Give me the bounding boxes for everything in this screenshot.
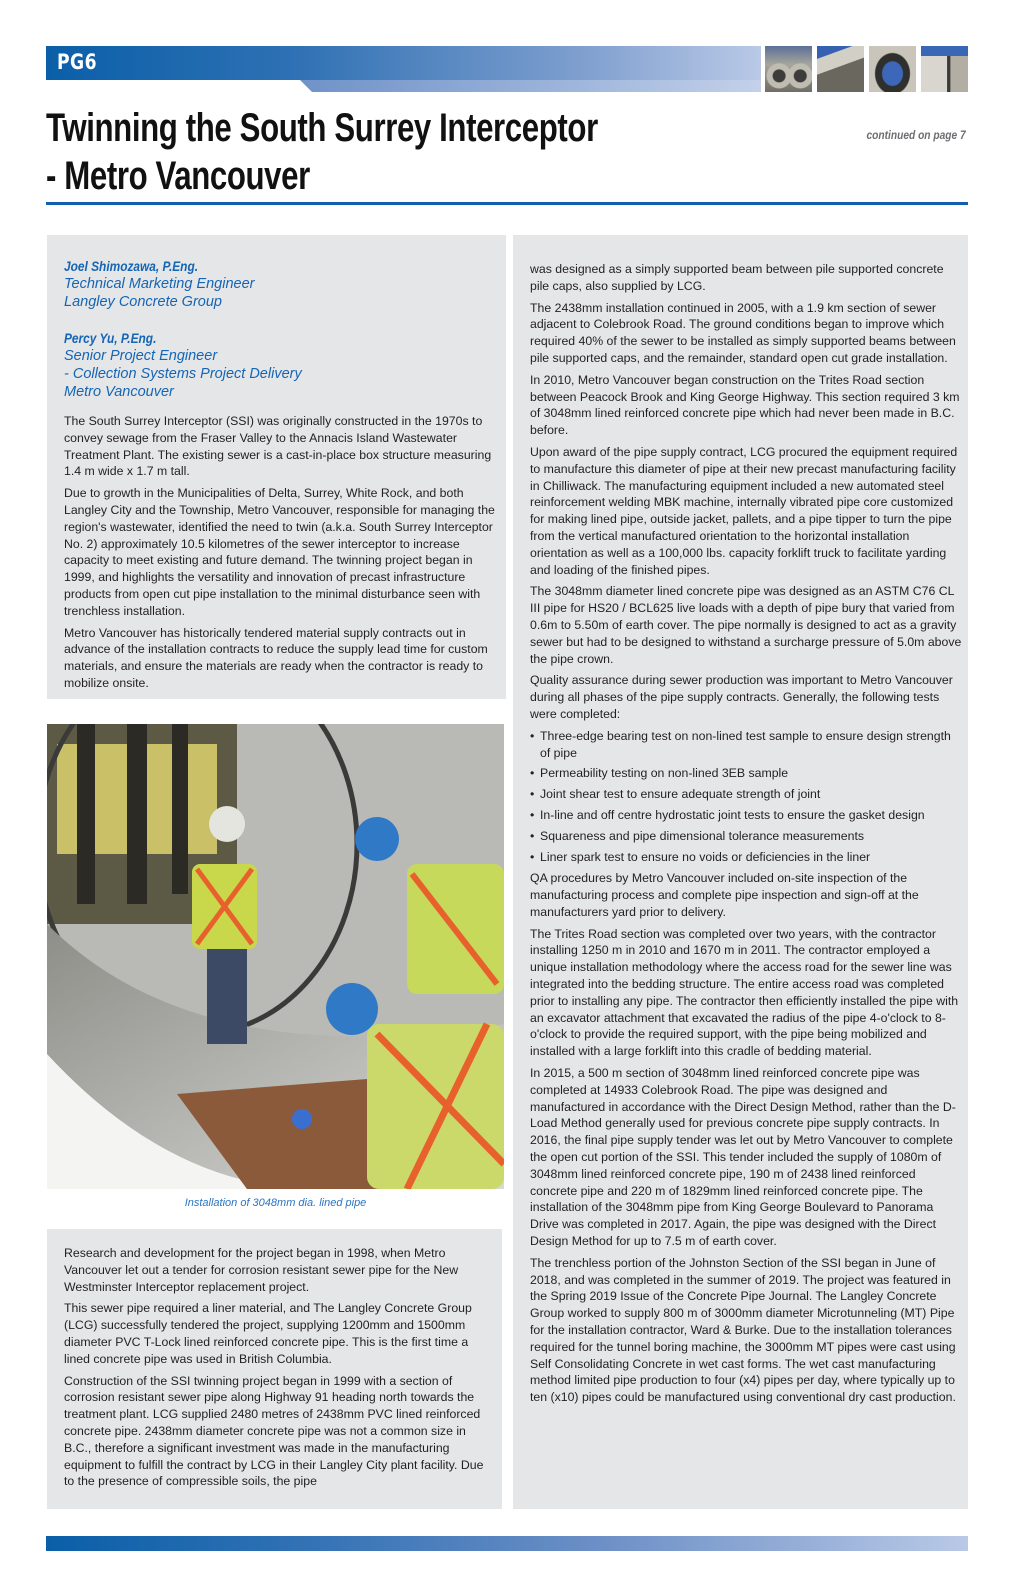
list-item bbox=[530, 807, 962, 824]
bullet-icon: • bbox=[530, 807, 535, 822]
page-number-label: PG6 bbox=[57, 50, 97, 74]
author-block bbox=[64, 257, 496, 311]
paragraph: was designed as a simply supported beam between pile supported concrete pile caps, also supplied by LCG. bbox=[530, 262, 944, 293]
author-name: Percy Yu, P.Eng. bbox=[64, 330, 157, 346]
pipe-stack-image bbox=[765, 46, 812, 92]
header-band-step bbox=[300, 80, 761, 92]
author-name: Joel Shimozawa, P.Eng. bbox=[64, 258, 199, 274]
paragraph: In 2015, a 500 m section of 3048mm lined reinforced concrete pipe was completed at 14933 Colebrook Road. The pipe was designed and manufactured in accordance with the Direct Design Method, rather than the D-Load Method generally used for previous concrete pipe supply contracts. In 2016, the final pipe supply tender was let out by Metro Vancouver to complete the open cut portion of the SSI. This tender included the supply of 1080m of 3048mm lined reinforced concrete pipe, 190 m of 2438 lined reinforced concrete pipe and 220 m of 1829mm lined reinforced concrete pipe. The installation of the 3048mm pipe from King George Boulevard to Panorama Drive was completed in 2017. Again, the pipe was designed with the Direct Design Method for up to 7.5 m of earth cover. bbox=[530, 1066, 956, 1249]
author-organization: Metro Vancouver bbox=[64, 384, 174, 400]
paragraph: Metro Vancouver has historically tendered material supply contracts out in advance of the installation contracts to reduce the supply lead time for custom materials, and ensure the materials are ready when the contractor is ready to mobilize onsite. bbox=[64, 625, 488, 690]
footer-band bbox=[46, 1536, 968, 1551]
box-culvert-image bbox=[817, 46, 864, 92]
continued-note: continued on page 7 bbox=[866, 128, 966, 142]
pipe-end-image bbox=[869, 46, 916, 92]
author-title: Senior Project Engineer bbox=[64, 348, 218, 364]
paragraph: QA procedures by Metro Vancouver included on-site inspection of the manufacturing process and complete pipe inspection and sign-off at the manufacturers yard prior to delivery. bbox=[530, 871, 919, 919]
qa-tests-list bbox=[530, 728, 962, 866]
header-band bbox=[46, 46, 761, 80]
article-title-line-1: Twinning the South Surrey Interceptor bbox=[46, 106, 598, 150]
header-thumbnails bbox=[765, 46, 968, 92]
article-title bbox=[46, 104, 717, 200]
author-title: Technical Marketing Engineer bbox=[64, 276, 255, 292]
paragraph: Quality assurance during sewer production was important to Metro Vancouver during all phases of the pipe supply contracts. Generally, the following tests were completed: bbox=[530, 673, 953, 721]
author-organization: Langley Concrete Group bbox=[64, 294, 222, 310]
left-column-intro-box bbox=[47, 235, 506, 699]
article-title-line-2: - Metro Vancouver bbox=[46, 154, 310, 198]
right-column-box bbox=[513, 235, 968, 1509]
list-item bbox=[530, 786, 962, 803]
list-item bbox=[530, 728, 962, 762]
test-item-text: Permeability testing on non-lined 3EB sample bbox=[540, 766, 789, 781]
title-divider bbox=[46, 202, 968, 205]
test-item-text: Joint shear test to ensure adequate strength of joint bbox=[540, 787, 821, 802]
pipe-section-image bbox=[921, 46, 968, 92]
paragraph: The trenchless portion of the Johnston Section of the SSI began in June of 2018, and was completed in the summer of 2019. The project was featured in the Spring 2019 Issue of the Concrete Pipe Journal. The Langley Concrete Group worked to supply 800 m of 3000mm diameter Microtunneling (MT) Pipe for the installation contractor, Ward & Burke. Due to the installation tolerances required for the tunnel boring machine, the 3000mm MT pipes were cast using Self Consolidating Concrete in wet cast forms. The wet cast manufacturing method limited pipe production to four (x4) pipes per day, where typically up to ten (x10) pipes could be manufactured using conventional dry cast production. bbox=[530, 1255, 956, 1405]
left-column-history-box bbox=[47, 1229, 502, 1509]
pipe-installation-photo bbox=[47, 724, 504, 1189]
paragraph: The Trites Road section was completed over two years, with the contractor installing 1250 m in 2010 and 1670 m in 2011. The contractor employed a unique installation methodology where the access road for the sewer line was integrated into the bedding structure. The entire access road was completed prior to installing any pipe. The contractor then efficiently installed the pipe with an excavator attachment that excavated the radius of the pipe 4-o'clock to 8-o'clock to provide the required support, with the pipe being mobilized and installed with a large forklift into this cradle of bedding material. bbox=[530, 926, 959, 1059]
paragraph: In 2010, Metro Vancouver began construction on the Trites Road section between Peacock Brook and King George Highway. This section required 3 km of 3048mm lined reinforced concrete pipe which had never been made in B.C. before. bbox=[530, 372, 960, 438]
bullet-icon: • bbox=[530, 849, 535, 864]
paragraph: This sewer pipe required a liner material, and The Langley Concrete Group (LCG) successfully tendered the project, supplying 1200mm and 1500mm diameter PVC T-Lock lined reinforced concrete pipe. This is the first time a lined concrete pipe was used in British Columbia. bbox=[64, 1301, 472, 1366]
bullet-icon: • bbox=[530, 766, 535, 781]
test-item-text: Squareness and pipe dimensional tolerance measurements bbox=[540, 828, 865, 843]
list-item bbox=[530, 828, 962, 845]
paragraph: Research and development for the project began in 1998, when Metro Vancouver let out a tender for corrosion resistant sewer pipe for the New Westminster Interceptor replacement project. bbox=[64, 1246, 459, 1294]
bullet-icon: • bbox=[530, 828, 535, 843]
author-block bbox=[64, 329, 496, 401]
paragraph: The 3048mm diameter lined concrete pipe was designed as an ASTM C76 CL III pipe for HS20 / BCL625 live loads with a depth of pipe bury that varied from 0.6m to 5.50m of earth cover. The pipe normally is designed to act as a gravity sewer but had to be designed to withstand a surcharge pressure of 5.0m above the pipe crown. bbox=[530, 584, 962, 666]
bullet-icon: • bbox=[530, 728, 535, 743]
test-item-text: Liner spark test to ensure no voids or deficiencies in the liner bbox=[540, 849, 871, 864]
list-item bbox=[530, 849, 962, 866]
test-item-text: In-line and off centre hydrostatic joint tests to ensure the gasket design bbox=[540, 807, 925, 822]
paragraph: The South Surrey Interceptor (SSI) was originally constructed in the 1970s to convey sewage from the Fraser Valley to the Annacis Island Wastewater Treatment Plant. The existing sewer is a cast-in-place box structure measuring 1.4 m wide x 1.7 m tall. bbox=[64, 414, 492, 479]
paragraph: The 2438mm installation continued in 2005, with a 1.9 km section of sewer adjacent to Colebrook Road. The ground conditions began to improve which required 40% of the sewer to be installed as simply supported beams between pile supported caps, and the remainder, standard open cut grade installation. bbox=[530, 300, 956, 365]
test-item-text: Three-edge bearing test on non-lined test sample to ensure design strength of pipe bbox=[540, 728, 951, 760]
photo-illustration bbox=[47, 724, 504, 1189]
list-item bbox=[530, 765, 962, 782]
bullet-icon: • bbox=[530, 787, 535, 802]
photo-caption: Installation of 3048mm dia. lined pipe bbox=[184, 1197, 367, 1209]
author-department: - Collection Systems Project Delivery bbox=[64, 366, 302, 382]
paragraph: Construction of the SSI twinning project began in 1999 with a section of corrosion resistant sewer pipe along Highway 91 heading north towards the treatment plant. LCG supplied 2480 metres of 2438mm PVC lined reinforced concrete pipe. 2438mm diameter concrete pipe was not a common size in B.C., therefore a significant investment was made in the manufacturing equipment to fulfill the contract by LCG in their Langley City plant facility. Due to the presence of compressible soils, the pipe bbox=[64, 1373, 484, 1489]
paragraph: Upon award of the pipe supply contract, LCG procured the equipment required to manufacture this diameter of pipe at their new precast manufacturing facility in Chilliwack. The manufacturing equipment included a new automated steel reinforcement welding MBK machine, internally vibrated pipe core customized for making lined pipe, outside jacket, pallets, and a pipe tipper to turn the pipe from the vertical manufactured orientation to the horizontal installation orientation as well as a 100,000 lbs. capacity forklift truck to facilitate yarding and loading of the finished pipes. bbox=[530, 444, 958, 577]
paragraph: Due to growth in the Municipalities of Delta, Surrey, White Rock, and both Langley City and the Township, Metro Vancouver, responsible for managing the region's wastewater, identified the need to twin (a.k.a. South Surrey Interceptor No. 2) approximately 10.5 kilometres of the sewer interceptor to increase capacity to meet existing and future demand. The twinning project began in 1999, and highlights the versatility and innovation of precast infrastructure products from open cut pipe installation to the minimal disturbance seen with trenchless installation. bbox=[64, 486, 495, 618]
